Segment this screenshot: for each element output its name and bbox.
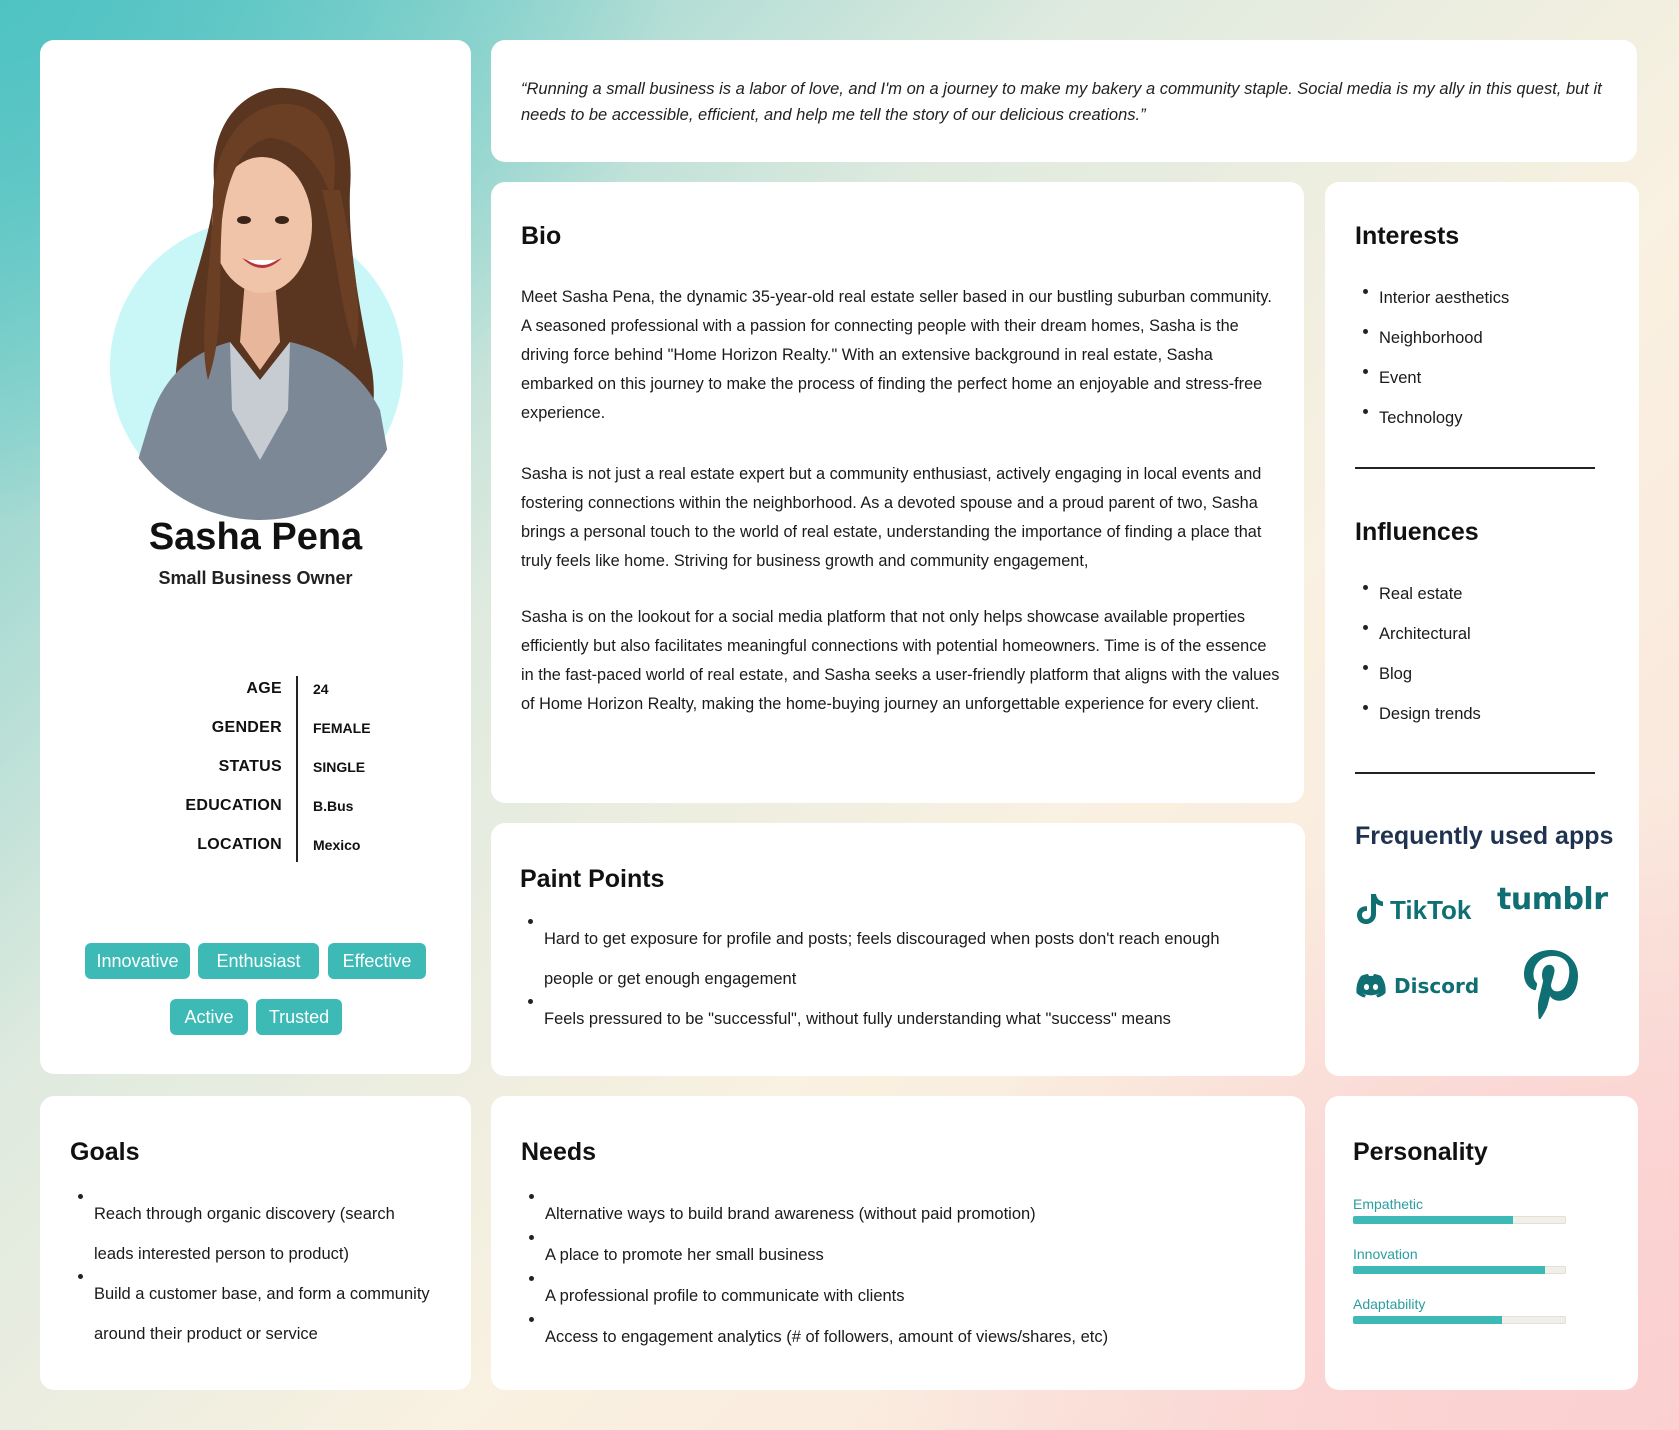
stat-row-location	[100, 836, 430, 860]
trait-bar-empathetic	[1353, 1216, 1566, 1224]
bio-paragraph: Sasha is on the lookout for a social media platform that not only helps showcase available properties efficiently but also facilitates meaningful connections with potential homeowners. Time is of the essence in the fast-paced world of real estate, and Sasha seeks a user-friendly platform that aligns with the values of Home Horizon Realty, making the home-buying journey an unforgettable experience for every client.	[521, 608, 1280, 713]
avatar	[110, 80, 410, 520]
profile-card	[40, 40, 471, 1074]
discord-icon	[1355, 973, 1387, 999]
bio-title: Bio	[521, 222, 562, 250]
influences-list	[1355, 585, 1481, 745]
pain-points-title: Paint Points	[520, 865, 665, 893]
list-item: Architectural	[1355, 625, 1481, 665]
stat-value: Mexico	[313, 837, 361, 853]
personality-title: Personality	[1353, 1138, 1488, 1166]
stat-label: EDUCATION	[185, 797, 282, 814]
list-item: Build a customer base, and form a community around their product or service	[70, 1274, 430, 1354]
tumblr-wordmark: tumblr	[1497, 882, 1608, 917]
apps-title: Frequently used apps	[1355, 822, 1614, 850]
quote-card	[491, 40, 1637, 162]
list-item: Real estate	[1355, 585, 1481, 625]
stat-value: 24	[313, 681, 329, 697]
stat-value: SINGLE	[313, 759, 366, 775]
pain-points-list	[520, 919, 1260, 1039]
stat-row-education	[100, 797, 430, 821]
stat-label: GENDER	[211, 719, 282, 736]
section-divider	[1355, 467, 1595, 469]
trait-bar-innovation	[1353, 1266, 1566, 1274]
list-item: Reach through organic discovery (search leads interested person to product)	[70, 1194, 430, 1274]
stat-row-age	[100, 680, 430, 704]
stat-value: FEMALE	[313, 720, 371, 736]
needs-list	[521, 1194, 1281, 1358]
pinterest-icon	[1521, 948, 1581, 1024]
list-item: A professional profile to communicate with clients	[521, 1276, 1281, 1317]
trait-tag: Enthusiast	[198, 943, 319, 979]
goals-card	[40, 1096, 471, 1390]
trait-bar-fill	[1353, 1266, 1545, 1274]
persona-quote: “Running a small business is a labor of love, and I'm on a journey to make my bakery a community staple. Social media is my ally in this quest, but it needs to be accessible, efficient, and help me tell the story of our delicious creations.”	[521, 80, 1602, 124]
list-item: Access to engagement analytics (# of followers, amount of views/shares, etc)	[521, 1317, 1281, 1358]
tumblr-logo	[1497, 882, 1608, 917]
profile-photo	[110, 80, 410, 510]
trait-tag: Active	[170, 999, 248, 1035]
pinterest-logo	[1521, 948, 1581, 1029]
stat-label: LOCATION	[197, 836, 282, 853]
goals-list	[70, 1194, 430, 1354]
trait-label: Adaptability	[1353, 1296, 1426, 1312]
stat-row-gender	[100, 719, 430, 743]
list-item: Event	[1355, 369, 1509, 409]
list-item: Interior aesthetics	[1355, 289, 1509, 329]
list-item: Hard to get exposure for profile and posts; feels discouraged when posts don't reach enough people or get enough engagement	[520, 919, 1260, 999]
needs-card	[491, 1096, 1305, 1390]
trait-bar-adaptability	[1353, 1316, 1566, 1324]
needs-title: Needs	[521, 1138, 597, 1166]
list-item: Feels pressured to be "successful", without fully understanding what "success" means	[520, 999, 1260, 1039]
trait-label: Innovation	[1353, 1246, 1418, 1262]
interests-list	[1355, 289, 1509, 449]
stat-row-status	[100, 758, 430, 782]
list-item: Alternative ways to build brand awareness (without paid promotion)	[521, 1194, 1281, 1235]
goals-title: Goals	[70, 1138, 140, 1166]
interests-influences-apps-card	[1325, 182, 1639, 1076]
list-item: Blog	[1355, 665, 1481, 705]
pain-points-card	[491, 823, 1305, 1076]
persona-role: Small Business Owner	[158, 568, 353, 588]
bio-paragraph: Sasha is not just a real estate expert but a community enthusiast, actively engaging in local events and fostering connections within the neighborhood. As a devoted spouse and a proud parent of two, Sasha brings a personal touch to the world of real estate, understanding the importance of finding a place that truly feels like home. Striving for business growth and community engagement,	[521, 465, 1262, 570]
stat-value: B.Bus	[313, 798, 354, 814]
trait-tag: Innovative	[85, 943, 190, 979]
persona-name: Sasha Pena	[148, 516, 363, 558]
trait-tag: Effective	[328, 943, 426, 979]
influences-title: Influences	[1355, 518, 1479, 546]
section-divider	[1355, 772, 1595, 774]
interests-title: Interests	[1355, 222, 1460, 250]
trait-bar-fill	[1353, 1216, 1513, 1224]
list-item: Technology	[1355, 409, 1509, 449]
app-name: Discord	[1394, 974, 1480, 998]
list-item: A place to promote her small business	[521, 1235, 1281, 1276]
tiktok-icon	[1355, 892, 1385, 926]
personality-card	[1325, 1096, 1638, 1390]
list-item: Design trends	[1355, 705, 1481, 745]
bio-paragraph: Meet Sasha Pena, the dynamic 35-year-old real estate seller based in our bustling suburban community. A seasoned professional with a passion for connecting people with their dream homes, Sasha is the driving force behind "Home Horizon Realty." With an extensive background in real estate, Sasha embarked on this journey to make the process of finding the perfect home an enjoyable and stress-free experience.	[521, 288, 1272, 422]
stat-label: STATUS	[218, 758, 282, 775]
app-name: TikTok	[1390, 895, 1472, 925]
trait-bar-fill	[1353, 1316, 1502, 1324]
stat-label: AGE	[246, 680, 282, 697]
trait-label: Empathetic	[1353, 1196, 1424, 1212]
list-item: Neighborhood	[1355, 329, 1509, 369]
trait-tag: Trusted	[256, 999, 342, 1035]
bio-card	[491, 182, 1304, 803]
